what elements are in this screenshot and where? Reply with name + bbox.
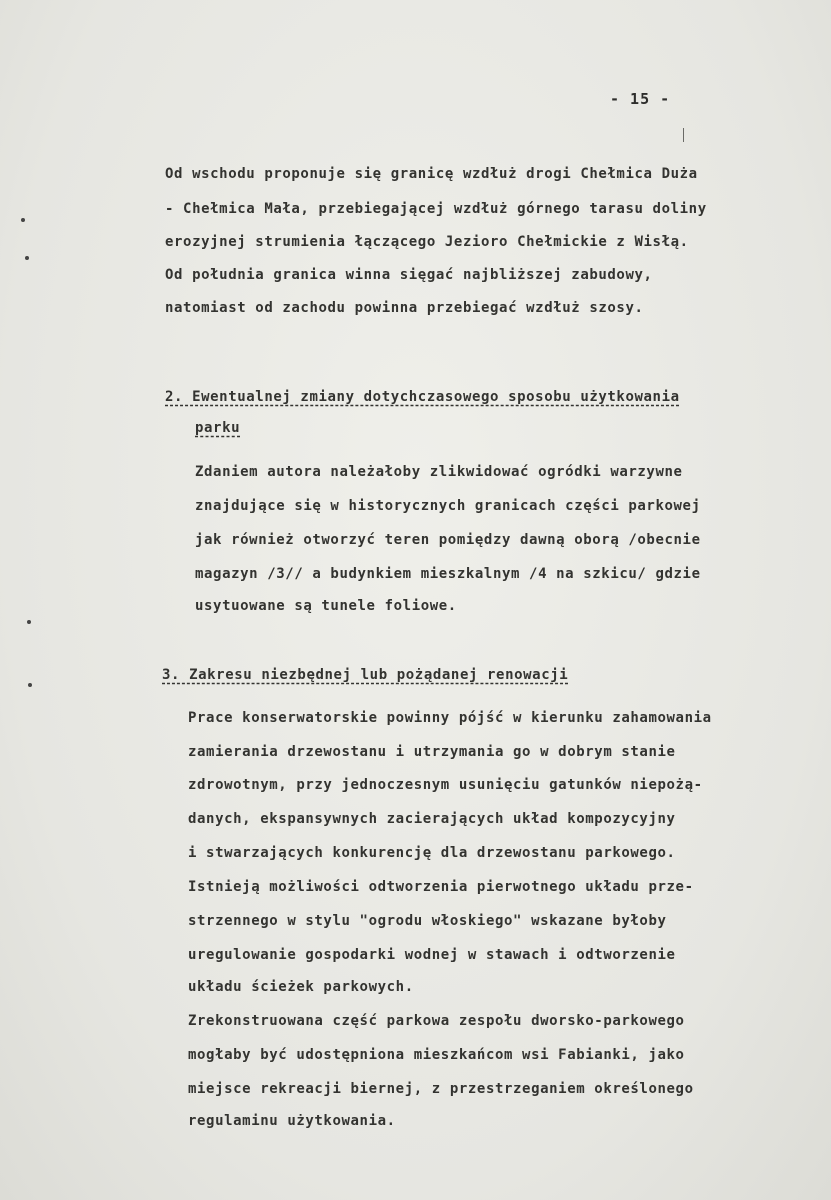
section-3-heading: 3. Zakresu niezbędnej lub pożądanej renowacji	[162, 667, 569, 683]
section-2-line: magazyn /3// a budynkiem mieszkalnym /4 na szkicu/ gdzie	[195, 566, 701, 582]
section-3-line: regulaminu użytkowania.	[188, 1113, 396, 1129]
section-3-line: Istnieją możliwości odtworzenia pierwotnego układu prze-	[188, 879, 694, 895]
binder-hole-mark	[25, 256, 29, 260]
intro-line: natomiast od zachodu powinna przebiegać wzdłuż szosy.	[165, 300, 644, 316]
section-2-line: znajdujące się w historycznych granicach części parkowej	[195, 498, 701, 514]
binder-hole-mark	[28, 683, 32, 687]
section-3-line: Zrekonstruowana część parkowa zespołu dworsko-parkowego	[188, 1013, 685, 1029]
binder-hole-mark	[27, 620, 31, 624]
intro-line: erozyjnej strumienia łączącego Jezioro Chełmickie z Wisłą.	[165, 234, 689, 250]
section-2-line: Zdaniem autora należałoby zlikwidować ogródki warzywne	[195, 464, 683, 480]
section-3-line: zdrowotnym, przy jednoczesnym usunięciu gatunków niepożą-	[188, 777, 703, 793]
intro-line: - Chełmica Mała, przebiegającej wzdłuż górnego tarasu doliny	[165, 201, 707, 217]
section-2-line: usytuowane są tunele foliowe.	[195, 598, 457, 614]
intro-line: Od południa granica winna sięgać najbliższej zabudowy,	[165, 267, 653, 283]
section-3-line: miejsce rekreacji biernej, z przestrzeganiem określonego	[188, 1081, 694, 1097]
page-number: - 15 -	[610, 90, 671, 108]
section-2-heading-continued: parku	[195, 420, 241, 436]
section-3-line: układu ścieżek parkowych.	[188, 979, 414, 995]
section-3-line: strzennego w stylu "ogrodu włoskiego" wskazane byłoby	[188, 913, 667, 929]
section-3-line: mogłaby być udostępniona mieszkańcom wsi Fabianki, jako	[188, 1047, 685, 1063]
intro-line: Od wschodu proponuje się granicę wzdłuż drogi Chełmica Duża	[165, 166, 698, 182]
section-3-line: uregulowanie gospodarki wodnej w stawach i odtworzenie	[188, 947, 676, 963]
section-3-line: danych, ekspansywnych zacierających układ kompozycyjny	[188, 811, 676, 827]
section-3-line: Prace konserwatorskie powinny pójść w kierunku zahamowania	[188, 710, 712, 726]
section-2-heading: 2. Ewentualnej zmiany dotychczasowego sposobu użytkowania	[165, 389, 680, 405]
binder-hole-mark	[21, 218, 25, 222]
section-3-line: zamierania drzewostanu i utrzymania go w dobrym stanie	[188, 744, 676, 760]
section-3-line: i stwarzających konkurencję dla drzewostanu parkowego.	[188, 845, 676, 861]
margin-mark	[683, 128, 684, 142]
section-2-line: jak również otworzyć teren pomiędzy dawną oborą /obecnie	[195, 532, 701, 548]
